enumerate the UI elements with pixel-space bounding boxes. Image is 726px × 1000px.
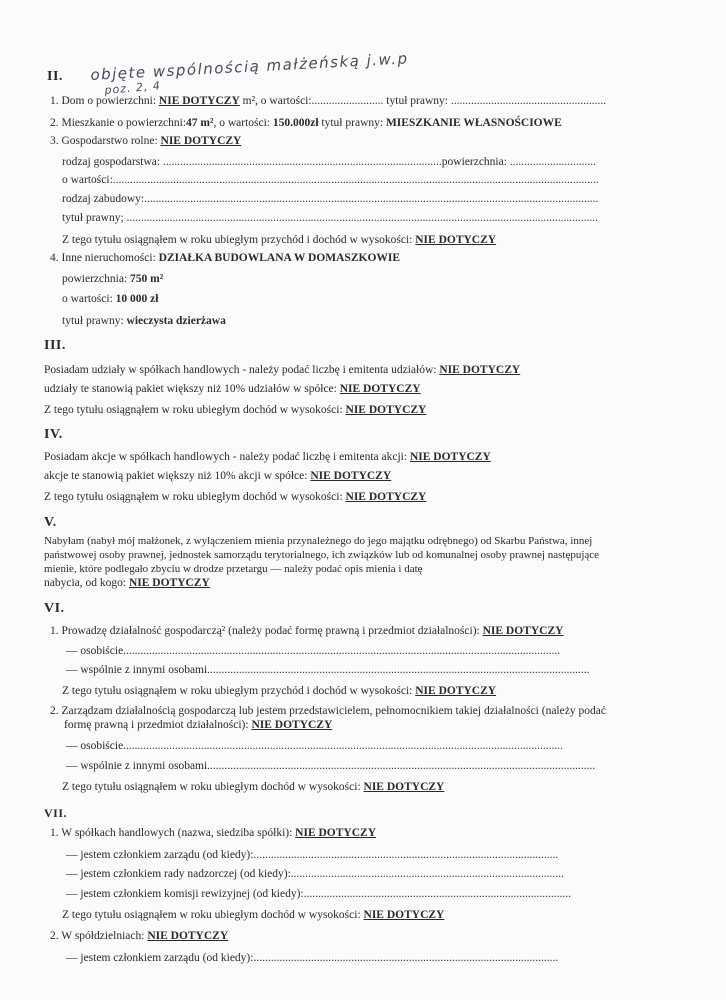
- s6-item1-dash1: — osobiście........................................................................................................................................................: [66, 645, 561, 657]
- s2-item3-row4: tytuł prawny; ....................................................................................................................................................................: [62, 212, 599, 224]
- s3-line3-value: NIE DOTYCZY: [345, 404, 427, 416]
- s2-item3-row3: rodzaj zabudowy:..............................................................................................................................................................: [62, 193, 599, 205]
- s2-item3-income: [62, 233, 496, 247]
- s2-item3-row2: o wartości:.........................................................................................................................................................................: [62, 174, 599, 186]
- s2-item4-value: DZIAŁKA BUDOWLANA W DOMASZKOWIE: [158, 252, 401, 264]
- section-vii-heading: VII.: [44, 806, 68, 820]
- s7-dash3: — jestem członkiem komisji rewizyjnej (od kiedy):.............................................................................................: [66, 888, 571, 900]
- section-ii-heading: II.: [47, 69, 63, 84]
- s3-line2: [44, 382, 421, 396]
- s4-line3: [44, 490, 426, 504]
- section-vi-heading: VI.: [44, 601, 65, 616]
- s7-item2-dash1: — jestem członkiem zarządu (od kiedy):..........................................................................................................: [66, 952, 559, 964]
- s5-line4: [44, 576, 210, 590]
- s2-item3-label: 3. Gospodarstwo rolne:: [50, 135, 158, 147]
- s2-item2-worth-label: , o wartości:: [213, 117, 270, 129]
- s2-item1-rest: m², o wartości:......................... tytuł prawny: ......................................................: [242, 95, 607, 107]
- s3-line1: [44, 363, 520, 377]
- s7-item2-label: 2. W spółdzielniach:: [50, 930, 145, 942]
- s6-item1-dash2: — wspólnie z innymi osobami.....................................................................................................................................: [66, 664, 590, 676]
- s3-line2-label: udziały te stanowią pakiet większy niż 10% udziałów w spółce:: [44, 383, 337, 395]
- s5-line1: Nabyłam (nabył mój małżonek, z wyłączeniem mienia przynależnego do jego majątku odrębnego) od Skarbu Państwa, innej: [44, 535, 593, 547]
- s4-line2-label: akcje te stanowią pakiet większy niż 10% akcji w spółce:: [44, 470, 308, 482]
- s2-item2: [50, 116, 562, 130]
- s2-item4-area-value: 750 m²: [130, 273, 164, 285]
- handwritten-note-2: poz. 2, 4: [104, 79, 162, 97]
- s5-line2: państwowej osoby prawnej, jednostek samorządu terytorialnego, ich związków lub od komunalnej osoby prawnej następujące: [44, 549, 600, 561]
- s2-item2-area: 47 m²: [186, 117, 214, 129]
- s3-line3-label: Z tego tytułu osiągnąłem w roku ubiegłym dochód w wysokości:: [44, 404, 343, 416]
- s5-line3: mienie, które podlegało zbyciu w drodze przetargu — należy podać opis mienia i datę: [44, 563, 423, 575]
- s3-line3: [44, 403, 426, 417]
- s7-item1-label: 1. W spółkach handlowych (nazwa, siedziba spółki):: [50, 827, 293, 839]
- s7-item2: [50, 929, 228, 943]
- s5-line4-value: NIE DOTYCZY: [128, 577, 210, 589]
- s2-item1: [50, 94, 606, 108]
- section-v-heading: V.: [44, 515, 57, 530]
- s4-line1-label: Posiadam akcje w spółkach handlowych - należy podać liczbę i emitenta akcji:: [44, 451, 408, 463]
- s6-item2-value: NIE DOTYCZY: [251, 719, 333, 731]
- s2-item2-value: 150.000zł: [272, 117, 319, 129]
- handwritten-note: objęte wspólnością małżeńską j.w.p: [90, 49, 410, 84]
- s6-item1-income-value: NIE DOTYCZY: [415, 685, 497, 697]
- s4-line1: [44, 450, 491, 464]
- s7-item1: [50, 826, 376, 840]
- s6-item1-label: 1. Prowadzę działalność gospodarczą² (należy podać formę prawną i przedmiot działalności):: [50, 625, 480, 637]
- s2-item4: [50, 251, 400, 265]
- s2-item2-title-label: tytuł prawny:: [318, 117, 384, 129]
- s7-income-label: Z tego tytułu osiągnąłem w roku ubiegłym dochód w wysokości:: [62, 909, 361, 921]
- section-iii-heading: III.: [44, 338, 66, 353]
- s6-item2-income-value: NIE DOTYCZY: [363, 781, 445, 793]
- s7-item2-value: NIE DOTYCZY: [147, 930, 229, 942]
- s2-item3: [50, 134, 241, 148]
- s2-item3-income-label: Z tego tytułu osiągnąłem w roku ubiegłym przychód i dochód w wysokości:: [62, 234, 413, 246]
- s3-line1-value: NIE DOTYCZY: [439, 364, 521, 376]
- s2-item4-area: [62, 272, 163, 286]
- s2-item1-value: NIE DOTYCZY: [158, 95, 240, 107]
- s6-item2-label: formę prawną i przedmiot działalności):: [64, 719, 249, 731]
- s2-item4-area-label: powierzchnia:: [62, 273, 128, 285]
- s6-item2-dash2: — wspólnie z innymi osobami.......................................................................................................................................: [66, 760, 596, 772]
- s2-item4-worth-value: 10 000 zł: [115, 293, 159, 305]
- s7-item1-value: NIE DOTYCZY: [295, 827, 377, 839]
- s5-line4-label: nabycia, od kogo:: [44, 577, 127, 589]
- s2-item4-title-label: tytuł prawny:: [62, 315, 124, 327]
- s6-item2-dash1: — osobiście.........................................................................................................................................................: [66, 740, 564, 752]
- s6-item1-income-label: Z tego tytułu osiągnąłem w roku ubiegłym przychód i dochód w wysokości:: [62, 685, 413, 697]
- section-iv-heading: IV.: [44, 427, 63, 442]
- s6-item1-income: [62, 684, 496, 698]
- s2-item3-row1: rodzaj gospodarstwa: .................................................................................................powierzchnia: ..............................: [62, 156, 597, 168]
- s2-item4-title-value: wieczysta dzierżawa: [126, 315, 226, 327]
- s6-item1: [50, 624, 563, 638]
- s7-income-value: NIE DOTYCZY: [363, 909, 445, 921]
- s2-item1-label: 1. Dom o powierzchni:: [50, 95, 157, 107]
- s2-item2-label: 2. Mieszkanie o powierzchni:: [50, 117, 187, 129]
- s4-line3-label: Z tego tytułu osiągnąłem w roku ubiegłym dochód w wysokości:: [44, 491, 343, 503]
- s4-line2: [44, 469, 391, 483]
- s2-item4-title: [62, 314, 226, 328]
- s7-income: [62, 908, 444, 922]
- s3-line2-value: NIE DOTYCZY: [339, 383, 421, 395]
- s2-item4-worth: [62, 292, 158, 306]
- s2-item4-worth-label: o wartości:: [62, 293, 113, 305]
- s3-line1-label: Posiadam udziały w spółkach handlowych - należy podać liczbę i emitenta udziałów:: [44, 364, 437, 376]
- s2-item2-title: MIESZKANIE WŁASNOŚCIOWE: [385, 117, 562, 129]
- s6-item2-line2: [64, 718, 332, 732]
- s6-item2-income-label: Z tego tytułu osiągnąłem w roku ubiegłym dochód w wysokości:: [62, 781, 361, 793]
- s2-item3-income-value: NIE DOTYCZY: [415, 234, 497, 246]
- s2-item4-label: 4. Inne nieruchomości:: [50, 252, 156, 264]
- s2-item3-value: NIE DOTYCZY: [160, 135, 242, 147]
- s6-item2-income: [62, 780, 444, 794]
- s6-item1-value: NIE DOTYCZY: [482, 625, 564, 637]
- s4-line3-value: NIE DOTYCZY: [345, 491, 427, 503]
- s7-dash2: — jestem członkiem rady nadzorczej (od kiedy):...............................................................................................: [66, 868, 564, 880]
- s7-dash1: — jestem członkiem zarządu (od kiedy):..........................................................................................................: [66, 849, 559, 861]
- s4-line2-value: NIE DOTYCZY: [310, 470, 392, 482]
- s4-line1-value: NIE DOTYCZY: [409, 451, 491, 463]
- s6-item2-line1: 2. Zarządzam działalnością gospodarczą lub jestem przedstawicielem, pełnomocnikiem takiej działalności (należy podać: [50, 705, 606, 717]
